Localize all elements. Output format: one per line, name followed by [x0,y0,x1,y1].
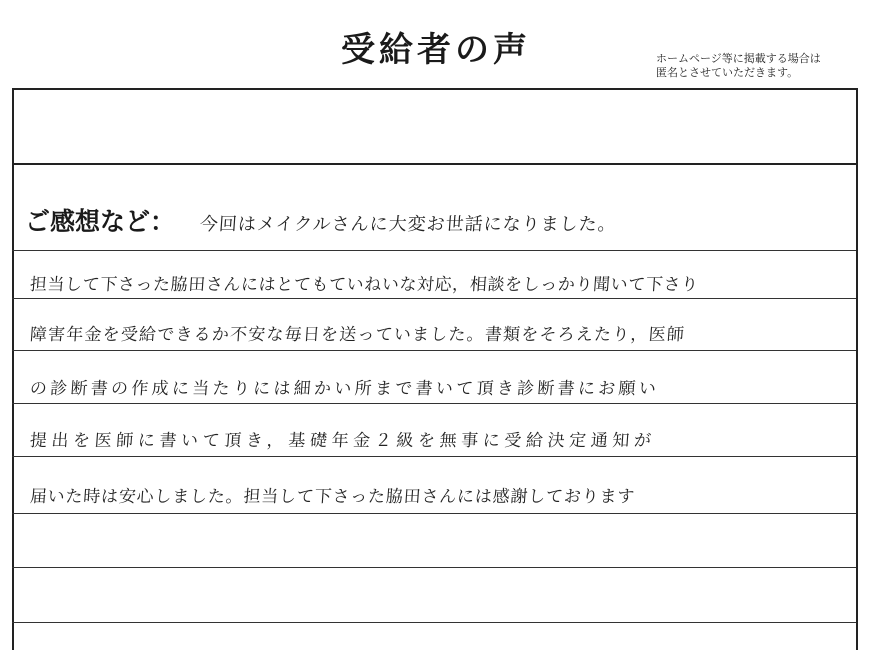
notice-line-1: ホームページ等に掲載する場合は [656,52,821,65]
handwritten-line-6: 届いた時は安心しました。担当して下さった脇田さんには感謝しております [29,487,636,507]
handwritten-line-1: 今回はメイクルさんに大変お世話になりました。 [199,214,618,235]
ruled-line [12,622,856,623]
ruled-line [12,250,856,251]
handwritten-line-4: の診断書の作成に当たりには細かい所まで書いて頂き診断書にお願い [29,379,660,399]
ruled-line [12,350,856,351]
ruled-line [12,163,856,165]
ruled-line [12,403,856,404]
anonymity-notice [656,52,861,80]
handwritten-line-5: 提出を医師に書いて頂き，基礎年金２級を無事に受給決定通知が [29,431,657,451]
ruled-line [12,298,856,299]
handwritten-line-3: 障害年金を受給できるか不安な毎日を送っていました。書類をそろえたり，医師 [29,325,686,345]
ruled-line [12,513,856,514]
handwritten-line-2: 担当して下さった脇田さんにはとてもていねいな対応，相談をしっかり聞いて下さり [29,275,700,295]
feedback-form-frame [12,88,858,650]
ruled-line [12,456,856,457]
page-title: 受給者の声 [341,30,531,70]
ruled-line [12,567,856,568]
notice-line-2: 匿名とさせていただきます。 [656,66,799,79]
comment-prompt-label: ご感想など： [25,207,176,236]
